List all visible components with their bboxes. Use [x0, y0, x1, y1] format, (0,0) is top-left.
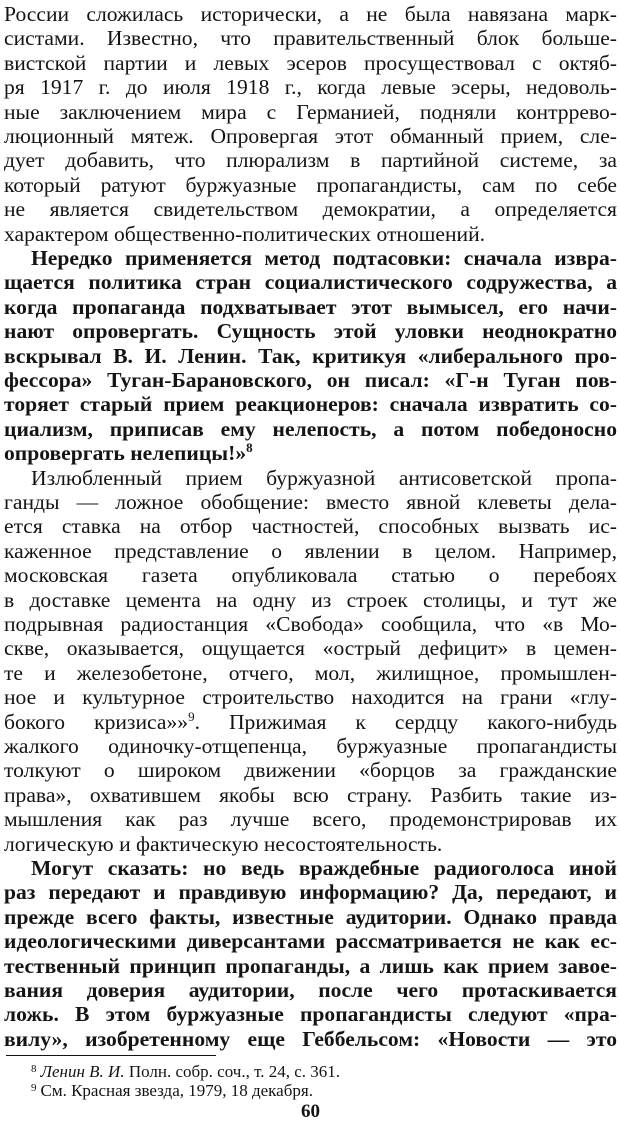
text-line-content: ганды — ложное обобщение: вместо явной клеветы дела-	[4, 490, 617, 514]
text-line	[4, 26, 617, 50]
text-line	[4, 1027, 617, 1051]
text-line-content: России сложилась исторически, а не была навязана марк-	[4, 2, 617, 26]
text-line-content: циализм, приписав ему нелепость, а потом победоносно	[4, 416, 617, 441]
text-line	[4, 734, 617, 758]
text-line-content: систами. Известно, что правительственный блок больше-	[4, 26, 617, 51]
footnote-author: Ленин В. И.	[40, 1062, 125, 1082]
text-line	[4, 856, 617, 880]
text-line	[4, 539, 617, 563]
text-line-content: логическую и фактическую несостоятельность.	[4, 831, 443, 856]
text-line-content: московская газета опубликовала статью о перебоях	[4, 563, 617, 588]
text-line-content: мышления как раз лучше всего, продемонстрировав их	[4, 807, 617, 832]
text-line	[4, 124, 617, 148]
text-line	[4, 612, 617, 636]
text-line-content: который ратуют буржуазные пропагандисты, сам по себе	[4, 172, 617, 197]
text-line	[4, 295, 617, 319]
text-line-content: фессора» Туган-Барановского, он писал: «Г-н Туган пов-	[4, 368, 617, 392]
text-fragment: бокого кризиса»»	[4, 709, 189, 734]
text-line	[4, 75, 617, 99]
text-line	[4, 563, 617, 587]
text-line-content: вистской партии и левых эсеров просуществовал с октяб-	[4, 50, 617, 75]
text-line	[4, 51, 617, 75]
text-line-content: ется ставка на отбор частностей, способных вызвать ис-	[4, 514, 617, 539]
footnote-ref-8[interactable]: 8	[246, 440, 253, 456]
text-line	[4, 978, 617, 1002]
text-line	[4, 685, 617, 709]
text-line	[4, 905, 617, 929]
text-line	[4, 197, 617, 221]
footnote-number: 8	[31, 1063, 37, 1076]
text-line	[4, 514, 617, 538]
text-line-content: торяет старый прием реакционеров: сначала извратить со-	[4, 392, 617, 417]
text-line-content	[4, 441, 617, 465]
text-line	[4, 490, 617, 514]
text-line-content: ря 1917 г. до июля 1918 г., когда левые эсеры, недоволь-	[4, 75, 617, 100]
text-line-content: когда пропаганда подхватывает этот вымысел, его начи-	[4, 294, 617, 319]
text-line	[4, 392, 617, 416]
text-line	[4, 270, 617, 294]
text-line-content: жалкого одиночку-отщепенца, буржуазные пропагандисты	[4, 734, 617, 758]
text-line-content: не является свидетельством демократии, а определяется	[4, 197, 617, 222]
text-line	[4, 636, 617, 660]
text-fragment: опровергать нелепицы!»	[4, 441, 247, 466]
text-line-content: в доставке цемента на одну из строек столицы, и тут же	[4, 587, 617, 612]
text-line-content: нают опровергать. Сущность этой уловки неоднократно	[4, 319, 617, 344]
footnote-text: Полн. собр. соч., т. 24, с. 361.	[124, 1062, 341, 1082]
text-line-content: дует добавить, что плюрализм в партийной системе, за	[4, 148, 617, 173]
text-line	[4, 929, 617, 953]
text-line	[4, 148, 617, 172]
text-line	[4, 100, 617, 124]
book-page	[4, 2, 617, 1123]
text-line	[4, 2, 617, 26]
text-line	[4, 441, 617, 465]
text-line-content	[4, 710, 617, 734]
text-line-content: идеологическими диверсантами рассматривается не как ес-	[4, 929, 617, 954]
text-line	[4, 758, 617, 782]
text-line	[4, 173, 617, 197]
text-line	[4, 588, 617, 612]
text-line-content: ные заключением мира с Германией, подняли контррево-	[4, 99, 617, 124]
text-line-content: прежде всего факты, известные аудитории. Однако правда	[4, 904, 617, 929]
text-line-content: каженное представление о явлении в целом. Например,	[4, 538, 617, 563]
page-number: 60	[301, 1101, 320, 1123]
text-line-content: те и железобетоне, отчего, мол, жилищное, промышлен-	[4, 660, 617, 685]
text-line-content: характером общественно-политических отношений.	[4, 221, 486, 246]
footnote-text: См. Красная звезда, 1979, 18 декабря.	[40, 1081, 313, 1101]
text-line	[4, 1002, 617, 1026]
text-line-content: люционный мятеж. Опровергая этот обманный прием, сле-	[4, 124, 617, 148]
text-line-content: права», охватившем якобы всю страну. Разбить такие из-	[4, 782, 617, 807]
text-line	[4, 807, 617, 831]
footnote-number: 9	[31, 1082, 37, 1095]
text-line-content: скве, оказывается, ощущается «острый дефицит» в цемен-	[4, 636, 617, 661]
text-line-content: раз передают и правдивую информацию? Да, передают, и	[4, 880, 617, 905]
text-line-content: Нередко применяется метод подтасовки: сначала извра-	[31, 246, 617, 270]
text-line-content: щается политика стран социалистического содружества, а	[4, 270, 617, 295]
text-line	[4, 954, 617, 978]
text-line-content: вилу», изобретенному еще Геббельсом: «Новости — это	[4, 1026, 617, 1051]
text-line	[4, 246, 617, 270]
footnote-9	[4, 1078, 617, 1101]
text-line	[4, 417, 617, 441]
text-line-content: вскрывал В. И. Ленин. Так, критикуя «либерального про-	[4, 343, 617, 368]
text-line	[4, 466, 617, 490]
text-line-content: вания доверия аудитории, после чего протаскивается	[4, 978, 617, 1002]
text-line-content: ложь. В этом буржуазные пропагандисты следуют «пра-	[4, 1002, 617, 1027]
footnote-divider	[6, 1055, 216, 1056]
text-line-content: ное и культурное строительство находится на грани «глу-	[4, 685, 617, 710]
text-fragment: . Прижимая к сердцу какого-нибудь	[194, 709, 617, 734]
text-line-content: толкуют о широком движении «борцов за гражданские	[4, 758, 617, 783]
text-line	[4, 661, 617, 685]
text-line	[4, 222, 617, 246]
text-line-content: тественный принцип пропаганды, а лишь как прием завое-	[4, 953, 617, 978]
footnote-ref-9[interactable]: 9	[188, 708, 195, 724]
text-line	[4, 783, 617, 807]
text-line-content: Могут сказать: но ведь враждебные радиоголоса иной	[31, 856, 617, 880]
text-line	[4, 344, 617, 368]
text-line	[4, 832, 617, 856]
text-line	[4, 319, 617, 343]
text-line	[4, 880, 617, 904]
text-line	[4, 710, 617, 734]
text-line-content: Излюбленный прием буржуазной антисоветской пропа-	[31, 465, 617, 490]
text-line	[4, 368, 617, 392]
text-line-content: подрывная радиостанция «Свобода» сообщила, что «в Мо-	[4, 612, 617, 636]
